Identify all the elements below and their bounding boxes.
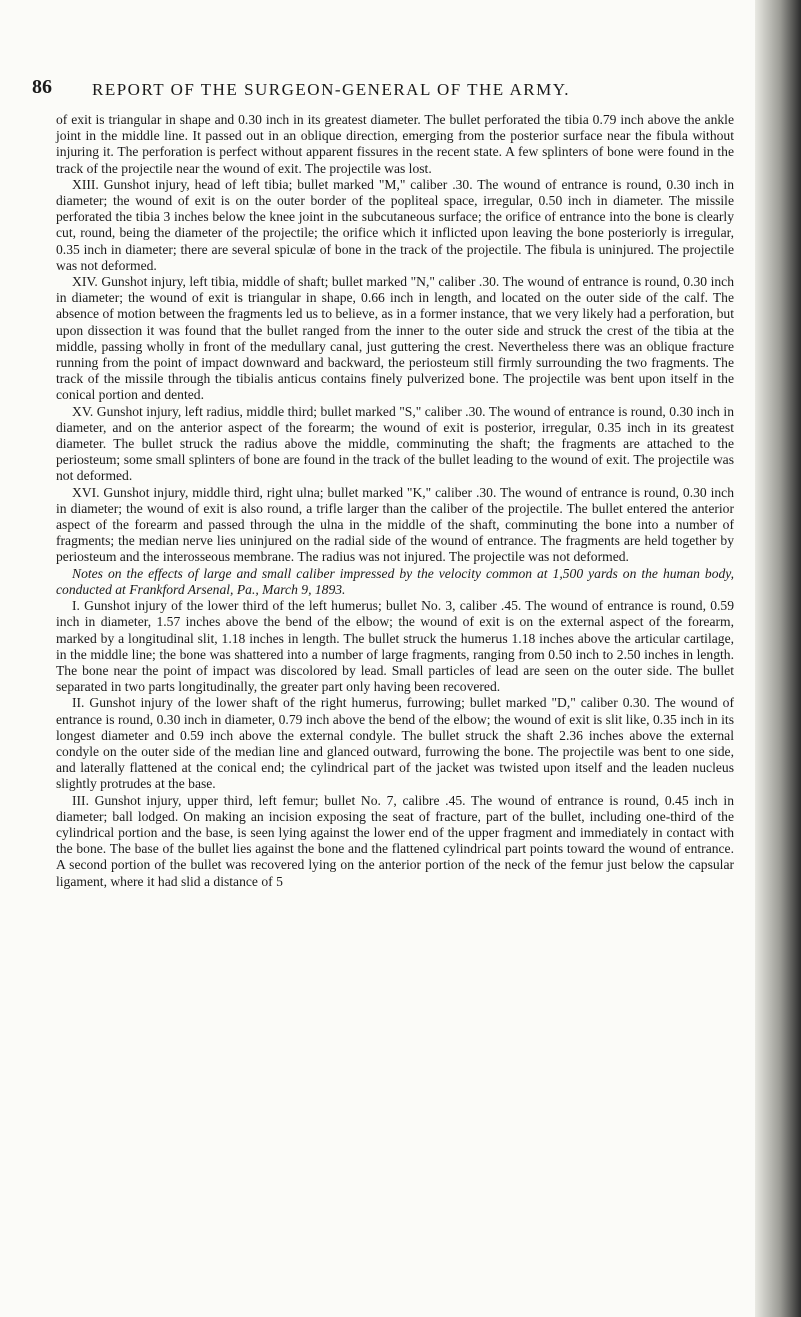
running-head: REPORT OF THE SURGEON-GENERAL OF THE ARMY. xyxy=(92,80,571,99)
book-spine-edge xyxy=(755,0,801,1317)
page-number: 86 xyxy=(32,76,52,98)
note-iii: III. Gunshot injury, upper third, left femur; bullet No. 7, calibre .45. The wound of entrance is round, 0.45 inch in diameter; ball lodged. On making an incision exposing the seat of fracture, part of the bullet, including one-third of the cylindrical portion and the base, is seen lying against the lower end of the upper fragment and immediately in contact with the bone. The base of the bullet lies against the bone and the flattened cylindrical part points toward the wound of entrance. A second portion of the bullet was recovered lying on the anterior portion of the neck of the femur just below the capsular ligament, where it had slid a distance of 5 xyxy=(56,792,734,889)
page-body xyxy=(56,112,734,890)
page-header xyxy=(32,76,732,98)
note-i: I. Gunshot injury of the lower third of the left humerus; bullet No. 3, caliber .45. The wound of entrance is round, 0.59 inch in diameter, 1.57 inches above the bend of the elbow; the wound of exit is on the external aspect of the forearm, marked by a longitudinal slit, 1.18 inches in length. The bullet struck the humerus 1.18 inches above the articular cartilage, in the middle line; the bone was shattered into a number of large fragments, ranging from 0.50 inch to 2.50 inches in length. The bone near the point of impact was discolored by lead. Small particles of lead are seen on the outer side. The bullet separated in two parts longitudinally, the greater part only having been recovered. xyxy=(56,598,734,695)
notes-heading: Notes on the effects of large and small caliber impressed by the velocity common at 1,500 yards on the human body, conducted at Frankford Arsenal, Pa., March 9, 1893. xyxy=(56,565,734,597)
note-ii: II. Gunshot injury of the lower shaft of the right humerus, furrowing; bullet marked "D," caliber 0.30. The wound of entrance is round, 0.30 inch in diameter, 0.79 inch above the bend of the elbow; the wound of exit is slit like, 0.35 inch in its longest diameter and 0.59 inch above the external condyle. The bullet struck the shaft 2.36 inches above the external condyle on the outer side of the median line and glanced outward, furrowing the bone. The projectile was bent to one side, and laterally flattened at the conical end; the cylindrical part of the jacket was twisted upon itself and the leaden nucleus slightly protrudes at the base. xyxy=(56,695,734,792)
paragraph-continuation: of exit is triangular in shape and 0.30 inch in its greatest diameter. The bullet perforated the tibia 0.79 inch above the ankle joint in the middle line. It passed out in an oblique direction, emerging from the posterior surface near the fibula without injuring it. The perforation is perfect without apparent fissures in the recent state. A few splinters of bone were found in the track of the projectile near the wound of exit. The projectile was lost. xyxy=(56,112,734,176)
paragraph-case-xvi: XVI. Gunshot injury, middle third, right ulna; bullet marked "K," caliber .30. The wound of entrance is round, 0.30 inch in diameter; the wound of exit is also round, a trifle larger than the caliber of the projectile. The bullet entered the anterior aspect of the forearm and passed through the ulna in the middle of the shaft, comminuting the bone into a number of fragments; the median nerve lies uninjured on the radial side of the wound of entrance. The fragments are held together by periosteum and the interosseous membrane. The radius was not injured. The projectile was not deformed. xyxy=(56,484,734,565)
paragraph-case-xiv: XIV. Gunshot injury, left tibia, middle of shaft; bullet marked "N," caliber .30. The wound of entrance is round, 0.30 inch in diameter; the wound of exit is triangular in shape, 0.66 inch in length, and located on the outer side of the calf. The absence of motion between the fragments led us to believe, as in a former instance, that we very likely had a perforation, but upon dissection it was found that the bullet ranged from the inner to the outer side and struck the crest of the tibia at the middle, passing wholly in front of the medullary canal, just guttering the crest. Nevertheless there was an oblique fracture running from the point of impact downward and backward, the periosteum still firmly surrounding the two fragments. The track of the missile through the tibialis anticus contains finely pulverized bone. The projectile was bent upon itself in the conical portion and dented. xyxy=(56,274,734,403)
paragraph-case-xv: XV. Gunshot injury, left radius, middle third; bullet marked "S," caliber .30. The wound of entrance is round, 0.30 inch in diameter, and on the anterior aspect of the forearm; the wound of exit is posterior, irregular, 0.35 inch in its greatest diameter. The bullet struck the radius above the middle, comminuting the shaft; the fragments are attached to the periosteum; some small splinters of bone are found in the track of the bullet leading to the wound of exit. The projectile was not deformed. xyxy=(56,403,734,484)
paragraph-case-xiii: XIII. Gunshot injury, head of left tibia; bullet marked "M," caliber .30. The wound of entrance is round, 0.30 inch in diameter; the wound of exit is on the outer border of the popliteal space, irregular, 0.50 inch in diameter. The missile perforated the tibia 3 inches below the knee joint in the subcutaneous surface; the orifice of entrance into the bone is clearly cut, round, being the diameter of the projectile; the orifice which it inflicted upon leaving the bone posteriorly is irregular, 0.35 inch in diameter; there are several spiculæ of bone in the track of the projectile. The fibula is uninjured. The projectile was not deformed. xyxy=(56,176,734,273)
